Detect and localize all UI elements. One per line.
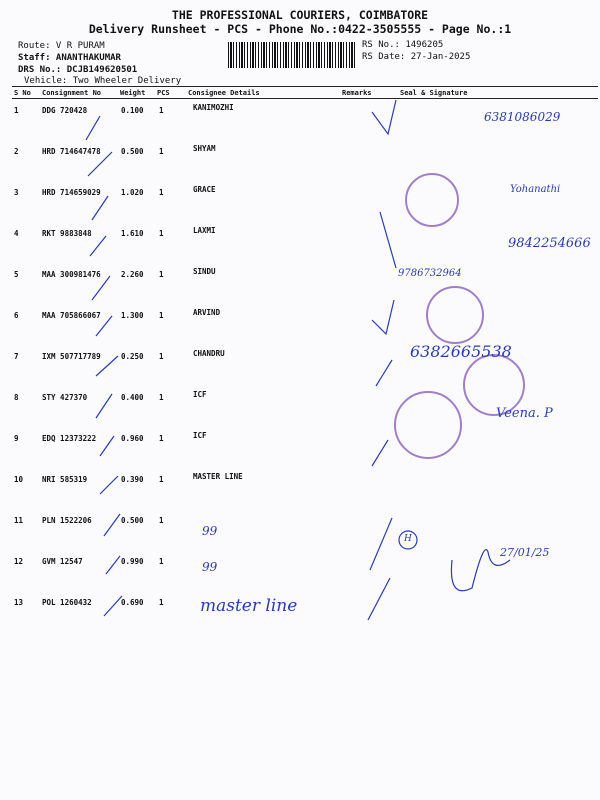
- staff-label: Staff: ANANTHAKUMAR: [18, 53, 121, 63]
- tick-row-6: [96, 316, 112, 336]
- cell-pcs: 1: [159, 229, 164, 238]
- col-sno: S No: [14, 89, 31, 97]
- hand-master-line: master line: [200, 596, 298, 616]
- cell-consignment: MAA 705866067: [42, 311, 101, 320]
- cell-consignment: RKT 9883848: [42, 229, 92, 238]
- cell-sno: 1: [14, 106, 19, 115]
- cell-pcs: 1: [159, 598, 164, 607]
- cell-consignee: SINDU: [193, 267, 216, 276]
- col-consignee: Consignee Details: [188, 89, 260, 97]
- hand-date: 27/01/25: [500, 546, 550, 559]
- cell-weight: 1.300: [121, 311, 144, 320]
- cell-pcs: 1: [159, 147, 164, 156]
- tick-row-9: [100, 436, 114, 456]
- company-title: THE PROFESSIONAL COURIERS, COIMBATORE: [171, 8, 429, 22]
- cell-pcs: 1: [159, 188, 164, 197]
- cell-consignee: LAXMI: [193, 226, 216, 235]
- cell-sno: 7: [14, 352, 19, 361]
- hand-signature-tail: Veena. P: [496, 406, 553, 421]
- cell-pcs: 1: [159, 434, 164, 443]
- col-consignment: Consignment No: [42, 89, 102, 97]
- cell-pcs: 1: [159, 557, 164, 566]
- cell-weight: 1.610: [121, 229, 144, 238]
- cell-sno: 4: [14, 229, 19, 238]
- stamp-seal-4: [395, 392, 461, 458]
- remark-tick-1: [372, 100, 396, 134]
- hand-circle-h: H: [404, 534, 412, 544]
- cell-weight: 0.960: [121, 434, 144, 443]
- cell-consignment: NRI 585319: [42, 475, 88, 484]
- cell-weight: 2.260: [121, 270, 144, 279]
- col-pcs: PCS: [157, 89, 170, 97]
- cell-weight: 0.100: [121, 106, 144, 115]
- col-remarks: Remarks: [342, 89, 372, 97]
- tick-row-8: [96, 394, 112, 418]
- cell-sno: 5: [14, 270, 19, 279]
- route-label: Route: V R PURAM: [18, 41, 105, 51]
- cell-sno: 8: [14, 393, 19, 402]
- remark-tick-3: [380, 212, 396, 268]
- cell-pcs: 1: [159, 270, 164, 279]
- cell-consignee: CHANDRU: [193, 349, 225, 358]
- remark-tick-5: [372, 440, 388, 466]
- cell-consignment: IXM 507717789: [42, 352, 101, 361]
- tick-row-4: [90, 236, 106, 256]
- hand-phone-3: 9786732964: [398, 268, 462, 279]
- cell-weight: 0.250: [121, 352, 144, 361]
- rs-date: RS Date: 27-Jan-2025: [362, 52, 471, 62]
- cell-weight: 0.690: [121, 598, 144, 607]
- cell-sno: 12: [14, 557, 24, 566]
- hand-ditto-2: 99: [202, 560, 218, 574]
- stamp-seal-1: [406, 174, 458, 226]
- cell-consignment: POL 1260432: [42, 598, 92, 607]
- cell-pcs: 1: [159, 393, 164, 402]
- rs-number: RS No.: 1496205: [362, 40, 444, 50]
- hand-name-signature: Yohanathi: [510, 184, 561, 195]
- remark-tick-2: [372, 300, 394, 334]
- drs-number: DRS No.: DCJB149620501: [18, 65, 138, 75]
- tick-row-1: [86, 116, 100, 140]
- cell-consignment: MAA 300981476: [42, 270, 101, 279]
- cell-consignment: HRD 714647478: [42, 147, 101, 156]
- tick-row-3: [92, 196, 108, 220]
- cell-pcs: 1: [159, 311, 164, 320]
- cell-consignment: EDQ 12373222: [42, 434, 97, 443]
- hand-phone-4: 6382665538: [410, 342, 512, 361]
- cell-consignee: ARVIND: [193, 308, 221, 317]
- remark-tick-6: [370, 518, 392, 570]
- cell-consignment: DDG 720428: [42, 106, 88, 115]
- cell-consignment: HRD 714659029: [42, 188, 101, 197]
- cell-weight: 0.390: [121, 475, 144, 484]
- hand-ditto-1: 99: [202, 524, 218, 538]
- cell-pcs: 1: [159, 352, 164, 361]
- cell-sno: 9: [14, 434, 19, 443]
- cell-sno: 11: [14, 516, 24, 525]
- cell-pcs: 1: [159, 106, 164, 115]
- hand-phone-2: 9842254666: [508, 236, 591, 251]
- cell-pcs: 1: [159, 516, 164, 525]
- cell-consignee: SHYAM: [193, 144, 216, 153]
- stamp-seal-2: [427, 287, 483, 343]
- cell-consignee: GRACE: [193, 185, 216, 194]
- cell-sno: 13: [14, 598, 24, 607]
- cell-sno: 3: [14, 188, 19, 197]
- runsheet-subtitle: Delivery Runsheet - PCS - Phone No.:0422-3505555 - Page No.:1: [88, 22, 512, 36]
- cell-consignee: MASTER LINE: [193, 472, 243, 481]
- tick-row-10: [100, 476, 118, 494]
- tick-row-5: [92, 276, 110, 300]
- remark-tick-7: [368, 578, 390, 620]
- col-weight: Weight: [120, 89, 146, 97]
- cell-weight: 0.400: [121, 393, 144, 402]
- tick-row-12: [106, 556, 120, 574]
- tick-row-11: [104, 514, 120, 536]
- cell-pcs: 1: [159, 475, 164, 484]
- cell-consignment: PLN 1522206: [42, 516, 92, 525]
- tick-row-13: [104, 596, 122, 616]
- col-seal-signature: Seal & Signature: [400, 89, 468, 97]
- cell-weight: 0.500: [121, 147, 144, 156]
- cell-weight: 0.500: [121, 516, 144, 525]
- vehicle-label: Vehicle: Two Wheeler Delivery: [24, 76, 182, 86]
- cell-consignment: STY 427370: [42, 393, 88, 402]
- hand-phone-1: 6381086029: [484, 110, 561, 124]
- cell-sno: 2: [14, 147, 19, 156]
- tick-row-7: [96, 356, 118, 376]
- cell-consignment: GVM 12547: [42, 557, 83, 566]
- cell-consignee: KANIMOZHI: [193, 103, 234, 112]
- cell-consignee: ICF: [193, 390, 207, 399]
- cell-consignee: ICF: [193, 431, 207, 440]
- remark-tick-4: [376, 360, 392, 386]
- cell-weight: 0.990: [121, 557, 144, 566]
- cell-sno: 10: [14, 475, 24, 484]
- cell-weight: 1.020: [121, 188, 144, 197]
- cell-sno: 6: [14, 311, 19, 320]
- tick-row-2: [88, 152, 112, 176]
